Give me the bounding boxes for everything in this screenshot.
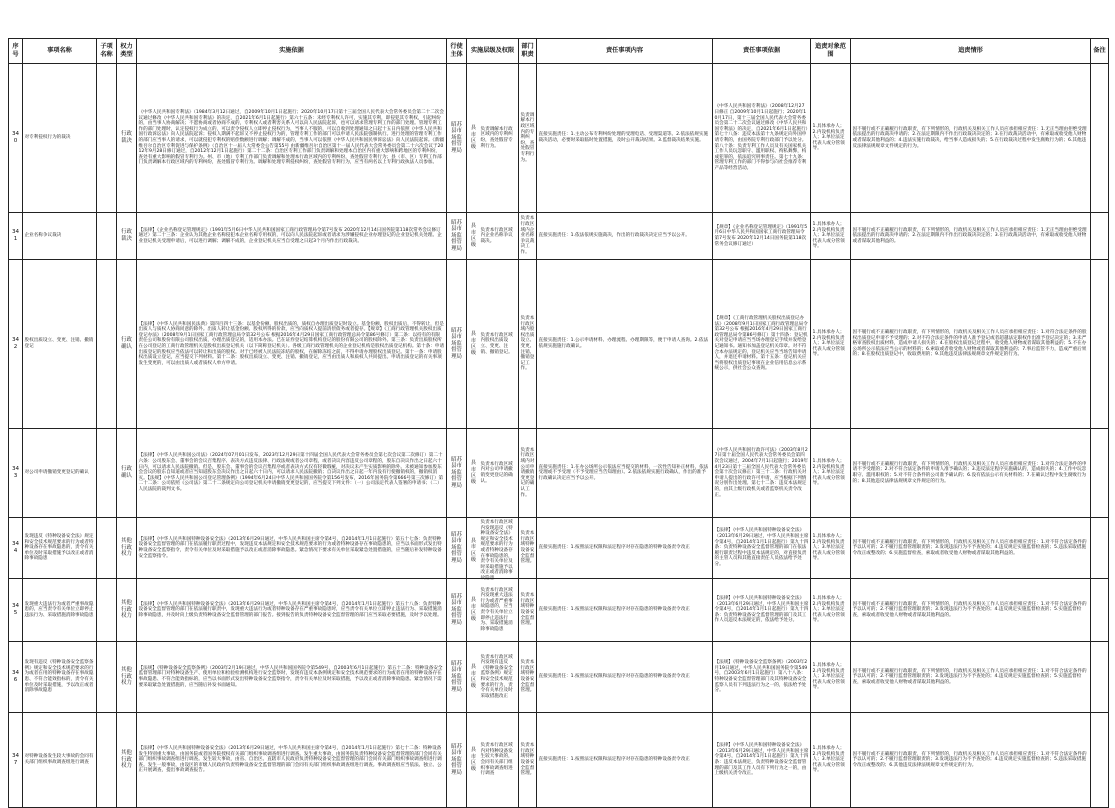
cell-basis: 【法规】《特种设备安全监察条例》（2003年2月19日通过，中华人民共和国国务院令第549号，自2003年6月1日起施行）第五十二条：特种设备安全监督管理部门对特种设备生产、使用单位和检验检测机构进行安全监察时，发现有违反本条例规定和安全技术规范要求的行为或者在用的特种设备存在事故隐患、不符合能效指标的，应当以书面形式发出特种设备安全监察指令，责令有关单位及时采取措施，予以改正或者消除事故隐患。紧急情况下需要采取紧急处置措施的，应当随后补发书面通知。 — [137, 642, 447, 713]
cell-resp: 直接实施责任：1.在办公场所公示依法应当提交的材料，一次性告知补正材料，依法受理或不予受理（不予受理应当告知理由）。2.依法依规实施行政确认，作出的准予行政确认决定应当予以公开。 — [537, 429, 713, 518]
cell-target: 1.具体承办人；2.内设机构负责人；3.单位法定代表人或分管领导。 — [811, 713, 851, 808]
cell-resp: 直接实施责任：1.按照法定权限和法定程序对存在隐患的特种设备责令改正 — [537, 713, 713, 808]
cell-name: 发现重大违法行为或者严重事故隐患的，应当责令有关单位立即停止违法行为、采取措施消除事故隐患 — [23, 579, 97, 642]
table-row — [9, 213, 1109, 260]
cell-sub — [97, 713, 117, 808]
cell-resp-basis: 【法律】《中华人民共和国特种设备安全法》（2013年6月29日通过，中华人民共和国主席令第4号，自2014年1月1日起施行）第九十四条：违反本法规定，负责特种设备安全监督管理的部门及其工作人员有下列行为之一的，由上级机关责令改正。 — [713, 713, 811, 808]
table-header-row — [9, 39, 1109, 64]
cell-seq: 342 — [9, 260, 23, 429]
cell-dept: 负责本行政区域特种设备安全监督管理。 — [519, 713, 537, 808]
cell-situation: 因不履行或不正确履行行政职责，有下列情形的，行政机关及相关工作人员应承担相应责任：1.无正当理由拒绝受理依法提出的行政裁决申请的；2.在法定期限内不作出行政裁决决定的；3.在行政裁决活动中，有索取或收受他人财物或者谋取其他利益的；4.违法实施行政裁决，给当事人造成损失的；5.在行政裁决过程中发生腐败行为的；6.其他违反法律法规规章文件规定的行为。 — [851, 64, 1091, 213]
cell-target: 1.具体承办人；2.内设机构负责人；3.单位法定代表人或分管领导。 — [811, 213, 851, 260]
cell-type: 其他行政权力 — [117, 579, 137, 642]
cell-level — [467, 213, 519, 260]
cell-body: 昭苏县市场监督管理局 — [447, 713, 467, 808]
level-label: 县市区级 — [470, 664, 477, 690]
cell-dept: 负责本行政区域特种设备安全监督管理。 — [519, 579, 537, 642]
header-seq: 序号 — [9, 39, 23, 64]
cell-level — [467, 579, 519, 642]
cell-basis: 【法律】《企业名称登记管理规定》（1991年5月6日中华人民共和国国家工商行政管理局令第7号发布 2020年12月14日国务院第118次常务会议修订通过）第二十三条：企业认为其他企业名称侵犯本企业名称专用权的，可以向人民法院起诉或者请求为涉嫌侵权企业办理登记的企业登记机关处理。企业登记机关受理申请后，可以进行调解；调解不成的，企业登记机关应当自受理之日起3个月内作出行政裁决。 — [137, 213, 447, 260]
cell-dept: 负责本行政区域内对公司申请撤销变更登记的确认工作。 — [519, 429, 537, 518]
cell-sub — [97, 642, 117, 713]
cell-resp: 直接实施责任：1.主动公布专利纠纷处理的受理电话、受理渠道等。2.依法依规实施裁决活动，必要时采取临时处置措施，及时公开裁决结果。3.监督裁决结果实施。 — [537, 64, 713, 213]
cell-resp-basis: 《中华人民共和国专利法》（2008年12月27日修正 自2009年10月1日起施行；2020年10月17日，第十三届全国人民代表大会常务委员会第二十二次会议通过修改《中华人民共和国专利法》的决定，自2021年6月1日起施行）第七十八条：违反本法第十九条规定向外国申请专利的，由国务院专利行政部门予以处分。第八十条：负责专利工作人员及有关国家机关工作人员玩忽职守、滥用职权、徇私舞弊，构成犯罪的，依法追究刑事责任。第七十九条：管理专利工作的部门不得参与向社会推荐专利产品等经营活动。 — [713, 64, 811, 213]
table-row — [9, 64, 1109, 213]
cell-resp: 直接实施责任：1.按照法定权限和法定程序对存在隐患的特种设备责令改正 — [537, 518, 713, 579]
table-row — [9, 518, 1109, 579]
cell-resp: 直接实施责任：1.公示申请材料、办理流程、办理期限等，便于申请人查询。2.依法依规实施施行政确认。 — [537, 260, 713, 429]
responsibility-table — [8, 38, 1109, 808]
level-description: 负责本行政区域内股权出质设立、变更、注销、撤销登记。 — [480, 332, 513, 355]
header-resp: 责任事项内容 — [537, 39, 713, 64]
cell-note — [1091, 579, 1109, 642]
level-label: 县市区级 — [470, 747, 477, 773]
header-body: 行使主体 — [447, 39, 467, 64]
table-row — [9, 429, 1109, 518]
cell-basis: 【法律】《中华人民共和国特种设备安全法》（2013年6月29日通过，中华人民共和国主席令第4号，自2014年1月1日起施行）第七十二条：特种设备发生特别重大事故，由国务院或者国务院授权有关部门组织事故调查组进行调查。发生重大事故，由国务院负责特种设备安全监督管理的部门会同有关部门组织事故调查组进行调查。发生较大事故，由省、自治区、直辖市人民政府负责特种设备安全监督管理的部门会同有关部门组织事故调查组进行调查。发生一般事故，由设区的市级人民政府负责特种设备安全监督管理的部门会同有关部门组织事故调查组进行调查。事故调查组应当依法、独立、公正开展调查，提出事故调查报告。 — [137, 713, 447, 808]
cell-name: 股权出质设立、变更、注销、撤销登记 — [23, 260, 97, 429]
cell-body: 昭苏县市场监督管理局 — [447, 213, 467, 260]
cell-note — [1091, 518, 1109, 579]
cell-basis: 【法律】《中华人民共和国特种设备安全法》（2013年6月29日通过，中华人民共和国主席令第4号，自2014年1月1日起施行）第五十七条：负责特种设备安全监督管理的部门在依法履行职责过程中，发现违反本法规定和安全技术规范要求的行为或者特种设备存在事故隐患的，应当以书面形式发出特种设备安全监察指令，责令有关单位及时采取措施予以改正或者消除事故隐患。紧急情况下要求有关单位采取紧急处置措施的，应当随后补发特种设备安全监察指令。 — [137, 518, 447, 579]
cell-body: 昭苏县市场监督管理局 — [447, 642, 467, 713]
cell-note — [1091, 429, 1109, 518]
cell-sub — [97, 579, 117, 642]
header-type: 权力类型 — [117, 39, 137, 64]
cell-resp: 直接实施责任：1.按照法定权限和法定程序对存在隐患的特种设备责令改正 — [537, 579, 713, 642]
cell-note — [1091, 260, 1109, 429]
cell-type: 其他行政权力 — [117, 518, 137, 579]
cell-dept: 负责本行政区域特种设备安全监督管理。 — [519, 642, 537, 713]
header-name: 事项名称 — [23, 39, 97, 64]
cell-body: 昭苏县市场监督管理局 — [447, 429, 467, 518]
cell-note — [1091, 642, 1109, 713]
cell-sub — [97, 64, 117, 213]
cell-basis: 《中华人民共和国专利法》（1984年3月12日通过，自2009年10月1日起施行；2020年10月17日第十三届全国人民代表大会常务委员会第二十二次会议通过修改《中华人民共和国专利法》的决定，自2021年6月1日起施行）第六十五条：未经专利权人许可，实施其专利，即侵犯其专利权，引起纠纷的，由当事人协商解决；不愿协商或者协商不成的，专利权人或者利害关系人可以向人民法院起诉，也可以请求管理专利工作的部门处理。管理专利工作的部门处理时，认定侵权行为成立的，可以责令侵权人立即停止侵权行为，当事人不服的，可以自收到处理通知之日起十五日内依照《中华人民共和国行政诉讼法》向人民法院起诉；侵权人期满不起诉又不停止侵权行为的，管理专利工作的部门可以申请人民法院强制执行。进行处理的管理专利工作的部门应当事人的请求，可以就侵犯专利权的赔偿数额进行调解；调解不成的，当事人可以依照《中华人民共和国民事诉讼法》向人民法院起诉。《新疆维吾尔自治区专利促进与保护条例》（自治区十一届人大常委会公告第55号 由新疆维吾尔自治区第十一届人民代表大会常务委员会第二十六次会议于2012年9月28日修订通过，自2012年12月1日起施行）第二十二条：自治区专利工作部门负责调解和处理本自治区内有重大影响和跨地区的专利纠纷，查处有重大影响的假冒专利行为。州、市（地）专利工作部门负责调解和处理本行政区域内的专利纠纷，查处假冒专利行为；县（市、区）专利工作部门负责调解本行政区域内的专利纠纷，查处假冒专利行为。调解和处理专利侵权纠纷，查处假冒专利行为，应当有两名以上专利行政执法人员参加。 — [137, 64, 447, 213]
cell-body: 昭苏县市场监督管理局 — [447, 518, 467, 579]
cell-note — [1091, 64, 1109, 213]
cell-target: 1.具体承办人；2.内设机构负责人；3.单位法定代表人或分管领导。 — [811, 429, 851, 518]
cell-level — [467, 713, 519, 808]
header-level: 实施层级及权限 — [467, 39, 519, 64]
cell-situation: 因不履行或不正确履行行政职责，有下列情形的，行政机关及相关工作人员应承担相应责任：1.对不符合法定条件的予以认可的；2.不履行监督管理职责的；3.发现违法行为不予查处的；4.违反规定实施监督检查的；5.实施监督检查，索取或者收受他人财物或者谋取其他利益的。 — [851, 642, 1091, 713]
cell-seq: 341 — [9, 213, 23, 260]
level-label: 县市区级 — [470, 460, 477, 486]
cell-target: 1.具体承办人；2.内设机构负责人；3.单位法定代表人或分管领导。 — [811, 260, 851, 429]
header-resp-basis: 责任事项依据 — [713, 39, 811, 64]
cell-body: 昭苏县市场监督管理局 — [447, 64, 467, 213]
cell-body: 昭苏县市场监督管理局 — [447, 260, 467, 429]
header-dept: 部门职责 — [519, 39, 537, 64]
cell-level — [467, 429, 519, 518]
cell-resp-basis: 【规章】《工商行政管理机关股权出质登记办法》（2008年9月1日国家工商行政管理总局令第32号公布 根据2016年4月29日国家工商行政管理总局令第86号修订）第十四条：登记机关对登记申请应当当场办理登记手续并发给登记通知书。通知书加盖登记机关印章。对不符合本办法规定的，登记机关应当当场告知申请人，并退还申请材料。第十五条：登记机关应当将股权出质登记事项在企业信用信息公示系统公示，供社会公众查询。 — [713, 260, 811, 429]
level-description: 负责本行政区域内发现重大违法行为或者严重事故隐患的，应当责令有关单位立即停止违法行为、采取措施消除事故隐患 — [480, 587, 513, 632]
cell-target: 1.具体承办人；2.内设机构负责人；3.单位法定代表人或分管领导。 — [811, 642, 851, 713]
cell-seq: 346 — [9, 642, 23, 713]
cell-level — [467, 260, 519, 429]
cell-dept: 负责本行政区域内企业名称争议裁决工作。 — [519, 213, 537, 260]
cell-level — [467, 642, 519, 713]
cell-dept: 负责本行政区域特种设备安全监督管理。 — [519, 518, 537, 579]
cell-basis: 【法律】《中华人民共和国公司法》（2024年07月01日发布，2023年12月29日第十四届全国人民代表大会常务委员会第七次会议第二次修订）第二十六条：公司股东会、董事会的会议召集程序、表决方式违反法律、行政法规或者公司章程，或者决议内容违反公司章程的，股东自决议作出之日起六十日内，可以请求人民法院撤销。但是，股东会、董事会的会议召集程序或者表决方式仅有轻微瑕疵，对决议未产生实质影响的除外。未被通知参加股东会会议的股东自知道或者应当知道股东会决议作出之日起六十日内，可以请求人民法院撤销；自决议作出之日起一年内没有行使撤销权的，撤销权消灭。【法规】《中华人民共和国公司登记管理条例》（1994年6月24日中华人民共和国国务院令第156号发布，2016年国务院令第666号第三次修订）第二十二条：公司依照《公司法》第二十二条规定向公司登记机关申请撤销变更登记的，应当提交下列文件：（一）公司法定代表人签署的申请书；（二）人民法院的裁判文书。 — [137, 429, 447, 518]
level-description: 负责本行政区域内对特种设备发生较大事故的，会同有关部门组织事故调查组进行调查 — [480, 743, 513, 777]
cell-body: 昭苏县市场监督管理局 — [447, 579, 467, 642]
level-label: 县市区级 — [470, 597, 477, 623]
cell-situation: 因不履行或不正确履行行政职责，有下列情形的，行政机关及相关工作人员应承担相应责任：1.对符合法定条件的申请不予受理的；2.对不符合法定条件的申请人准予确认的；3.违反法定程序实施确认的，造成损失的；4.工作中玩忽职守、滥用职权的；5.对不符合条件的公司准予确认的；6.没有依法公示有关材料的；7.在确认过程中发生腐败行为的；8.其他违反法律法规规章文件规定的行为。 — [851, 429, 1091, 518]
cell-level — [467, 518, 519, 579]
cell-situation: 因不履行或不正确履行行政职责，有下列情形的，行政机关及相关工作人员应承担相应责任：1.无正当理由拒绝受理依法提出的行政裁决申请的；2.在法定期限内不作出行政裁决决定的；3.在行政裁决活动中，有索取或收受他人财物或者谋取其他利益的。 — [851, 213, 1091, 260]
cell-resp-basis: 【规章】《企业名称登记管理规定》（1991年5月6日中华人民共和国国家工商行政管理局令第7号发布 2020年12月14日国务院第118次常务会议修订通过） — [713, 213, 811, 260]
cell-seq: 347 — [9, 713, 23, 808]
cell-type: 其他行政权力 — [117, 642, 137, 713]
header-basis: 实施依据 — [137, 39, 447, 64]
header-sub: 子项名称 — [97, 39, 117, 64]
cell-note — [1091, 713, 1109, 808]
table-row — [9, 713, 1109, 808]
header-note: 备注 — [1091, 39, 1109, 64]
table-row — [9, 579, 1109, 642]
header-target: 追责对象范围 — [811, 39, 851, 64]
level-label: 县市区级 — [470, 538, 477, 564]
cell-seq: 344 — [9, 518, 23, 579]
cell-type: 行政确认 — [117, 429, 137, 518]
cell-sub — [97, 260, 117, 429]
cell-target: 1.具体承办人；2.内设机构负责人；3.单位法定代表人或分管领导。 — [811, 64, 851, 213]
cell-type: 行政确认 — [117, 260, 137, 429]
level-description: 负责调解本行政区域内的专利纠纷，查处假冒专利行为。 — [480, 126, 513, 149]
cell-sub — [97, 213, 117, 260]
cell-target: 1.具体承办人；2.内设机构负责人；3.单位法定代表人或分管领导。 — [811, 518, 851, 579]
level-label: 县市区级 — [470, 125, 477, 151]
cell-name: 对专利侵权行为的裁决 — [23, 64, 97, 213]
cell-dept: 负责本行政区域内股权出质设立、变更、注销、撤销登记工作。 — [519, 260, 537, 429]
table-row — [9, 642, 1109, 713]
cell-name: 对特种设备发生较大事故的会同有关部门组织事故调查组进行调查 — [23, 713, 97, 808]
level-description: 负责本行政区域内发现有违反《特种设备安全监察条例》规定和安全技术规范要求的行为，责令有关单位及时采取措施改正 — [480, 654, 513, 699]
header-situation: 追责情形 — [851, 39, 1091, 64]
cell-sub — [97, 429, 117, 518]
cell-resp-basis: 【法规】《特种设备安全监察条例》（2003年2月19日通过，中华人民共和国国务院令第549号，自2003年6月1日起施行）第八十八条：特种设备安全监督管理部门及其特种设备安全监察人员有下列违法行为之一的，依法给予处分。 — [713, 642, 811, 713]
table-row — [9, 260, 1109, 429]
cell-dept: 负责调解本行政区域内的专利纠纷，查处假冒专利行为。 — [519, 64, 537, 213]
cell-resp: 直接实施责任：1.依法依规实施裁决，作出的行政裁决决定应当予以公开。 — [537, 213, 713, 260]
cell-note — [1091, 213, 1109, 260]
cell-resp-basis: 《中华人民共和国行政许可法》（2003年8月27日第十届全国人民代表大会常务委员会第四次会议通过，2004年7月1日起施行；2019年4月23日第十三届全国人民代表大会常务委员会第十次会议修正）第三十二条：行政机关对申请人提出的行政许可申请，应当根据下列情况分别作出处理。第七十二条：违反本法规定的，由其上级行政机关或者监察机关责令改正。 — [713, 429, 811, 518]
cell-type: 行政裁决 — [117, 213, 137, 260]
cell-situation: 因不履行或不正确履行行政职责，有下列情形的，行政机关及相关工作人员应承担相应责任：1.对不符合法定条件的予以认可的；2.不履行监督管理职责的；3.发现违法行为不予查处的；4.违反规定实施监督检查的；5.实施监督检查，索取或者收受他人财物或者谋取其他利益的。 — [851, 579, 1091, 642]
cell-resp-basis: 【法律】《中华人民共和国特种设备安全法》（2013年6月29日通过，中华人民共和国主席令第4号，自2014年1月1日起施行）第九十四条：负责特种设备安全监督管理的部门在依法履行职责过程中违反本法规定的，对直接负责的主管人员和其他直接责任人员依法给予处分。 — [713, 518, 811, 579]
cell-basis: 【法律】《中华人民共和国特种设备安全法》（2013年6月29日通过，中华人民共和国主席令第4号，自2014年1月1日起施行）第五十八条：负责特种设备安全监督管理的部门在依法履行职责中，发现重大违法行为或者特种设备存在严重事故隐患时，应当责令有关单位立即停止违法行为、采取措施消除事故隐患，并及时向上级负责特种设备安全监督管理的部门报告。接到报告的负责特种设备安全监督管理的部门应当采取必要措施，及时予以处理。 — [137, 579, 447, 642]
cell-seq: 340 — [9, 64, 23, 213]
cell-name: 企业名称争议裁决 — [23, 213, 97, 260]
cell-sub — [97, 518, 117, 579]
level-description: 负责本行政区域内对公司申请撤销变更登记的确认。 — [480, 461, 513, 484]
level-label: 县市区级 — [470, 223, 477, 249]
cell-level — [467, 64, 519, 213]
level-description: 负责本行政区域内发现违反《特种设备安全法》规定和安全技术规范要求的行为或者特种设备存在事故隐患的，责令有关单位及时采取措施予以改正或者消除事故隐患 — [480, 520, 513, 581]
cell-situation: 因不履行或不正确履行行政职责，有下列情形的，行政机关及相关工作人员应承担相应责任：1.对不符合法定条件的予以认可的；2.不履行监督管理职责的；3.发现违法行为不予查处的；4.违反规定实施监督检查的；5.违法采取措施令改正或整改的；6.实施监督检查，索取或者收受他人财物或者谋取其他利益的。 — [851, 518, 1091, 579]
cell-resp-basis: 【法律】《中华人民共和国特种设备安全法》（2013年6月29日通过，中华人民共和国主席令第4号，自2014年1月1日起施行）第九十四条：负责特种设备安全监督管理的部门及其工作人员违反本法规定的，依法给予处分。 — [713, 579, 811, 642]
cell-seq: 345 — [9, 579, 23, 642]
cell-name: 发现有违反《特种设备安全监察条例》规定和安全技术规范要求的行为或者在用的特种设备存在事故隐患、不符合能效指标的，责令有关单位及时采取措施，予以改正或者消除事故隐患 — [23, 642, 97, 713]
cell-type: 其他行政权力 — [117, 713, 137, 808]
cell-target: 1.具体承办人；2.内设机构负责人；3.单位法定代表人或分管领导。 — [811, 579, 851, 642]
level-label: 县市区级 — [470, 331, 477, 357]
cell-type: 行政裁决 — [117, 64, 137, 213]
cell-resp: 直接实施责任：1.按照法定权限和法定程序对存在隐患的特种设备责令改正 — [537, 642, 713, 713]
cell-name: 对公司申请撤销变更登记的确认 — [23, 429, 97, 518]
cell-situation: 因不履行或不正确履行行政职责，有下列情形的，行政机关及相关工作人员应承担相应责任：1.对符合法定条件的股权出质登记申请不予受理的；2.对不符合法定条件的申请人准予登记或者超越法定职权作出准予登记决定的；3.未严格审查股权出质材料，造成申请人损失的；4.在股权出质登记过程中，收受他人财物或者谋取其他利益的；5.不在办公场所公示依法应当公示的材料的；6.索取或者收受他人财物或者谋取其他利益的；7.事后监管不力，造成严重后果的；8.在股权出质登记中，收取费用的；9.其他违反法律法规规章文件规定的行为。 — [851, 260, 1091, 429]
cell-basis: 【法律】《中华人民共和国民法典》第四百四十三条：以基金份额、股权出质的，质权自办理出质登记时设立。基金份额、股权出质后，不得转让，但是出质人与质权人协商同意的除外。出质人转让基金份额、股权所得的价款，应当向质权人提前清偿债务或者提存。【规章】《工商行政管理机关股权出质登记办法》（2008年9月1日国家工商行政管理总局令第32号公布 根据2016年4月29日国家工商行政管理总局令第86号修订）第二条：以持有的有限责任公司和股份有限公司股权出质，办理出质登记的，适用本办法。已在证券登记结算机构登记的股份有限公司的股权除外。第三条：负责出质股权所在公司登记的工商行政管理机关是股权出质登记机关（以下简称登记机关）。各级工商行政管理机关的企业登记机构是股权出质登记机构。第十条：申请出质登记的股权应当依法可以转让和出质的股权。对于已经被人民法院冻结的股权，在解除冻结之前，不得申请办理股权出质登记。第十一条：申请股权出质设立登记，应当提交下列材料。第十二条：股权出质设立、变更、注销、撤销登记，应当由出质人和质权人共同提出。申请出质登记的有关事项发生变更的，可以由出质人或者质权人单方申请。 — [137, 260, 447, 429]
cell-situation: 因不履行或不正确履行行政职责，有下列情形的，行政机关及相关工作人员应承担相应责任：1.对不符合法定条件的予以认可的；2.不履行监督管理职责的；3.发现违法行为不予查处的；4.违反规定实施监督检查的；5.违法采取措施令改正或整改的；6.其他违反法律法规规章文件规定的行为。 — [851, 713, 1091, 808]
cell-name: 发现违反《特种设备安全法》规定和安全技术规范要求的行为或者特种设备存在事故隐患的，责令有关单位及时采取措施予以改正或者消除事故隐患 — [23, 518, 97, 579]
cell-seq: 343 — [9, 429, 23, 518]
level-description: 负责本行政区域内企业名称争议裁决。 — [480, 227, 513, 244]
